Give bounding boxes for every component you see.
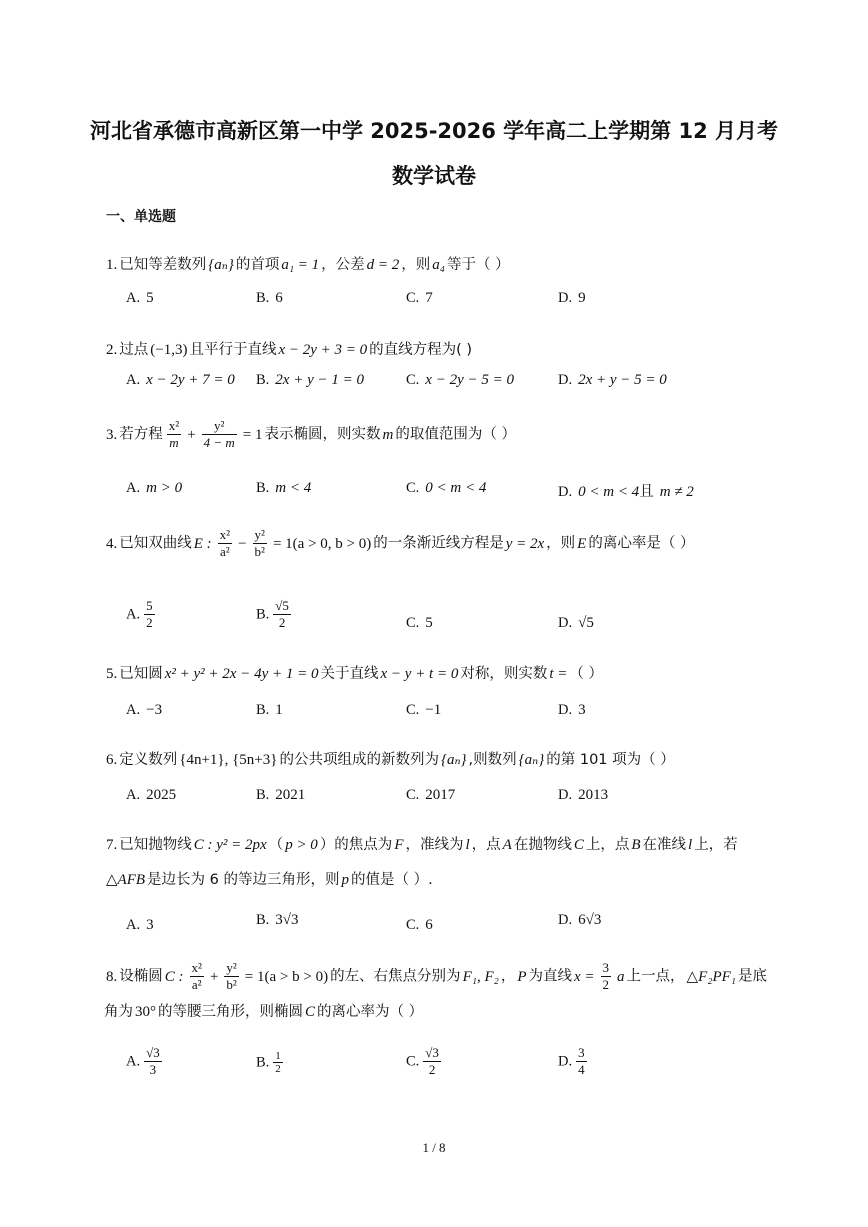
q3-plus: +	[187, 426, 196, 443]
q7-parabola: C : y² = 2px	[193, 837, 267, 853]
q8-frac3: $\frac{3}{2}$	[602, 960, 610, 992]
question-4	[104, 527, 694, 560]
q7-B: B	[631, 837, 641, 853]
q3-text3: 的取值范围为（ ）	[395, 426, 516, 443]
q4-option-a[interactable]: A. $\frac{5}{2}$	[126, 598, 153, 630]
q2-line: x − 2y + 3 = 0	[278, 342, 368, 358]
q8-text2: 的左、右焦点分别为	[330, 968, 461, 985]
q7-text: 已知抛物线	[119, 837, 192, 853]
q1-formula1: a₁ = 1	[281, 257, 320, 273]
q5-circle: x² + y² + 2x − 4y + 1 = 0	[164, 666, 319, 682]
q7-F: F	[394, 837, 404, 853]
q8-foci: F₁, F₂	[462, 968, 499, 985]
q5-option-a[interactable]: A. −3	[126, 702, 163, 718]
q6-text: 定义数列	[119, 752, 178, 768]
q2-option-c[interactable]: C. x − 2y − 5 = 0	[406, 372, 514, 388]
q8-text6: 是底	[737, 968, 767, 985]
q3-option-b[interactable]: B. m < 4	[256, 480, 312, 496]
q3-eq: = 1	[242, 426, 263, 443]
q8-option-a[interactable]: A. $\frac{√3}{3}$	[126, 1045, 160, 1077]
question-6	[104, 748, 675, 769]
question-8-line2	[104, 1000, 423, 1021]
question-3	[104, 418, 516, 451]
q1-text4: ，则	[401, 257, 431, 273]
q8-option-c[interactable]: C. $\frac{√3}{2}$	[406, 1045, 439, 1077]
q1-option-a[interactable]: A. 5	[126, 290, 154, 306]
q8-triangle: △F₂PF₁	[686, 968, 736, 985]
q7-text5: ，点	[471, 837, 501, 853]
q3-option-c[interactable]: C. 0 < m < 4	[406, 480, 487, 496]
q7-option-a[interactable]: A. 3	[126, 917, 154, 933]
q1-text: 已知等差数列	[119, 257, 207, 273]
q7-text4: ，准线为	[405, 837, 464, 853]
q1-option-d[interactable]: D. 9	[558, 290, 586, 306]
q1-formula3: a₄	[432, 257, 446, 273]
q7-C: C	[573, 837, 584, 853]
q8-text4: 为直线	[528, 968, 572, 985]
page-number: 1 / 8	[422, 1140, 446, 1155]
q8-C2: C	[305, 1004, 316, 1020]
q8-number: 8.	[106, 968, 118, 985]
q8-text9: 的离心率为（ ）	[317, 1004, 424, 1020]
q6-number: 6.	[106, 752, 118, 768]
q4-E2: E	[577, 535, 587, 552]
q3-text: 若方程	[119, 426, 163, 443]
q7-text9: 上，若	[694, 837, 738, 853]
q3-text2: 表示椭圆，则实数	[264, 426, 381, 443]
q8-frac1: $\frac{\text{x²}}{\text{a²}}$	[191, 960, 202, 992]
q2-option-d[interactable]: D. 2x + y − 5 = 0	[558, 372, 667, 388]
q7-l: l	[465, 837, 470, 853]
q7-option-d[interactable]: D. 6√3	[558, 912, 602, 928]
q7-text8: 在准线	[642, 837, 687, 853]
q1-formula2: d = 2	[366, 257, 400, 273]
q4-frac2: $\frac{\text{y²}}{\text{b²}}$	[254, 527, 265, 559]
q8-plus: +	[209, 968, 219, 985]
q8-P: P	[517, 968, 527, 985]
q7-text6: 在抛物线	[513, 837, 572, 853]
q7-A: A	[502, 837, 512, 853]
q8-option-d[interactable]: D. $\frac{3}{4}$	[558, 1045, 585, 1077]
q3-number: 3.	[106, 426, 118, 443]
q5-text4: （ ）	[569, 666, 604, 682]
question-5	[104, 662, 603, 683]
q4-option-d[interactable]: D. √5	[558, 615, 594, 631]
q7-option-b[interactable]: B. 3√3	[256, 912, 299, 928]
q8-text3: ，	[500, 968, 516, 985]
page-title-line1: 河北省承德市高新区第一中学 2025-2026 学年高二上学期第 12 月月考	[89, 119, 779, 143]
q1-number: 1.	[106, 257, 118, 273]
q7-text11: 的值是（ ）.	[350, 872, 433, 888]
question-8	[104, 960, 767, 993]
q8-C: C :	[164, 968, 184, 985]
q4-number: 4.	[106, 535, 118, 552]
q7-p: p	[341, 872, 349, 888]
q8-frac2: $\frac{\text{y²}}{\text{b²}}$	[226, 960, 237, 992]
q7-l2: l	[688, 837, 693, 853]
q8-deg: 30°	[135, 1004, 156, 1020]
q4-option-c[interactable]: C. 5	[406, 615, 433, 631]
q4-frac1: $\frac{\text{x²}}{\text{a²}}$	[219, 527, 231, 559]
q2-option-b[interactable]: B. 2x + y − 1 = 0	[256, 372, 364, 388]
q1-seq: {aₙ}	[208, 257, 234, 273]
q5-option-b[interactable]: B. 1	[256, 702, 283, 718]
q4-text: 已知双曲线	[119, 535, 192, 552]
q3-frac1: $\frac{\text{x²}}{m}$	[168, 418, 180, 450]
q5-number: 5.	[106, 666, 118, 682]
q8-eq: = 1(a > b > 0)	[244, 968, 329, 985]
q2-text3: 的直线方程为( )	[369, 342, 473, 358]
q7-text7: 上，点	[585, 837, 630, 853]
q5-t: t =	[549, 666, 568, 682]
q6-text2: 的公共项组成的新数列为	[279, 752, 439, 768]
q6-seq1: {aₙ}	[440, 752, 467, 768]
q6-option-b[interactable]: B. 2021	[256, 787, 306, 803]
q6-option-c[interactable]: C. 2017	[406, 787, 456, 803]
q6-option-d[interactable]: D. 2013	[558, 787, 609, 803]
q2-number: 2.	[106, 342, 118, 358]
q3-option-a[interactable]: A. m > 0	[126, 480, 183, 496]
question-2	[104, 338, 472, 359]
q8-text5: 上一点，	[626, 968, 685, 985]
q5-line: x − y + t = 0	[380, 666, 459, 682]
q8-xeq: x =	[574, 968, 595, 985]
q4-text4: 的离心率是（ ）	[588, 535, 695, 552]
q7-cond: p > 0	[285, 837, 318, 853]
q8-text: 设椭圆	[119, 968, 163, 985]
q6-option-a[interactable]: A. 2025	[126, 787, 177, 803]
q3-option-d[interactable]: D. 0 < m < 4且 m ≠ 2	[558, 484, 694, 500]
q1-text3: ，公差	[321, 257, 365, 273]
q4-minus: −	[238, 535, 247, 552]
page-title-line2: 数学试卷	[392, 164, 476, 188]
q7-number: 7.	[106, 837, 118, 853]
question-1	[104, 253, 510, 274]
q5-option-c[interactable]: C. −1	[406, 702, 442, 718]
q5-option-d[interactable]: D. 3	[558, 702, 586, 718]
q8-text7: 角为	[104, 1004, 133, 1020]
q8-option-b[interactable]: B. $\frac{1}{2}$	[256, 1050, 281, 1075]
q3-frac2: $\frac{\text{y²}}{4 - m}$	[203, 418, 235, 450]
q4-text2: 的一条渐近线方程是	[373, 535, 504, 552]
q5-text2: 关于直线	[320, 666, 379, 682]
q7-option-c[interactable]: C. 6	[406, 917, 433, 933]
q7-triangle: △AFB	[106, 872, 146, 888]
q6-text4: 的第 101 项为（ ）	[546, 752, 675, 768]
q4-text3: ，则	[546, 535, 576, 552]
q1-text5: 等于（ ）	[447, 257, 510, 273]
q3-m: m	[382, 426, 394, 443]
q8-text8: 的等腰三角形，则椭圆	[158, 1004, 303, 1020]
q4-option-b[interactable]: B. $\frac{√5}{2}$	[256, 598, 289, 630]
q6-seq2: {aₙ}	[518, 752, 545, 768]
q1-option-c[interactable]: C. 7	[406, 290, 433, 306]
question-7	[104, 833, 738, 854]
section-heading: 一、单选题	[106, 209, 176, 225]
question-7-line2	[104, 868, 433, 889]
q4-E: E :	[193, 535, 212, 552]
q2-option-a[interactable]: A. x − 2y + 7 = 0	[126, 372, 235, 388]
q4-eq: = 1(a > 0, b > 0)	[272, 535, 372, 552]
q1-text2: 的首项	[235, 257, 280, 273]
q8-xa: a	[617, 968, 625, 985]
q7-text3: ）的焦点为	[319, 837, 393, 853]
q2-text: 过点	[119, 342, 149, 358]
q5-text: 已知圆	[119, 666, 163, 682]
q6-seqs: {4n+1}, {5n+3}	[179, 752, 278, 768]
q6-text3: ,则数列	[468, 752, 517, 768]
q4-asymptote: y = 2x	[505, 535, 545, 552]
q7-text2: （	[268, 837, 284, 853]
q2-text2: 且平行于直线	[189, 342, 277, 358]
q1-option-b[interactable]: B. 6	[256, 290, 283, 306]
q7-text10: 是边长为 6 的等边三角形，则	[147, 872, 340, 888]
q5-text3: 对称，则实数	[460, 666, 548, 682]
q2-point: (−1,3)	[150, 342, 188, 358]
